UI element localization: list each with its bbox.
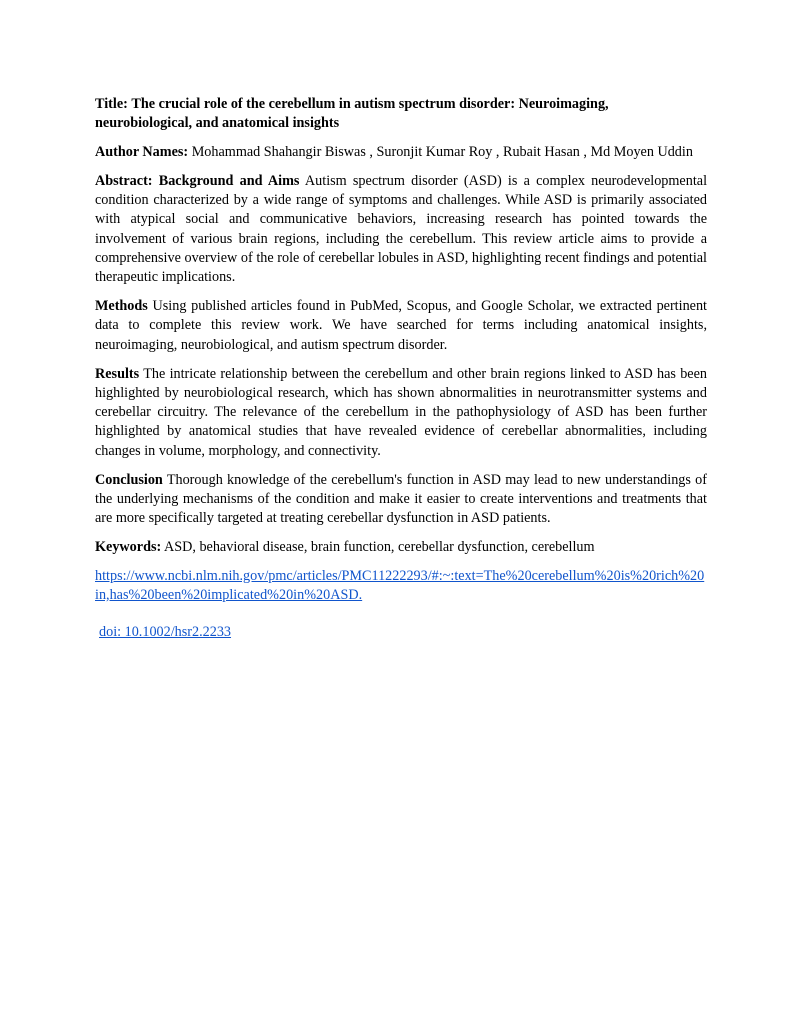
keywords-paragraph [95,538,707,557]
article-title: The crucial role of the cerebellum in autism spectrum disorder: Neuroimaging, neurobiological, and anatomical insights [95,96,609,132]
abstract-label: Abstract: Background and Aims [95,172,300,189]
source-url-paragraph [95,567,707,605]
source-url-link[interactable]: https://www.ncbi.nlm.nih.gov/pmc/articles/PMC11222293/#:~:text=The%20cerebellum%20is%20rich%20in,has%20been%20implicated%20in%20ASD. [95,567,705,603]
methods-paragraph [95,297,707,355]
author-names: Mohammad Shahangir Biswas , Suronjit Kumar Roy , Rubait Hasan , Md Moyen Uddin [191,144,693,161]
abstract-text: Autism spectrum disorder (ASD) is a complex neurodevelopmental condition characterized by a wide range of symptoms and challenges. While ASD is primarily associated with atypical social and communicative behaviors, increasing research has pointed towards the involvement of various brain regions, including the cerebellum. This review article aims to provide a comprehensive overview of the role of cerebellar lobules in ASD, highlighting recent findings and potential therapeutic implications. [95,172,708,286]
conclusion-paragraph [95,471,707,529]
authors-paragraph [95,143,707,162]
abstract-paragraph [95,172,707,288]
doi-link[interactable]: doi: 10.1002/hsr2.2233 [99,623,232,640]
methods-text: Using published articles found in PubMed, Scopus, and Google Scholar, we extracted pertinent data to complete this review work. We have searched for terms including anatomical insights, neuroimaging, neurobiological, and autism spectrum disorder. [95,298,707,353]
title-label: Title: [95,96,128,112]
title-paragraph [95,95,707,134]
methods-label: Methods [95,298,148,315]
doi-paragraph [95,623,707,642]
keywords-text: ASD, behavioral disease, brain function, cerebellar dysfunction, cerebellum [163,538,595,555]
keywords-label: Keywords: [95,538,162,555]
conclusion-label: Conclusion [95,471,163,488]
results-label: Results [95,365,140,382]
authors-label: Author Names: [95,144,189,161]
document-page [95,95,707,642]
conclusion-text: Thorough knowledge of the cerebellum's function in ASD may lead to new understandings of the underlying mechanisms of the condition and make it easier to create interventions and treatments that are more specifically targeted at treating cerebellar dysfunction in ASD patients. [95,471,707,527]
results-text: The intricate relationship between the cerebellum and other brain regions linked to ASD has been highlighted by neurobiological research, which has shown abnormalities in neurotransmitter systems and cerebellar circuitry. The relevance of the cerebellum in the pathophysiology of ASD has been further highlighted by anatomical studies that have revealed evidence of cerebellar abnormalities, including changes in volume, morphology, and connectivity. [95,365,707,459]
results-paragraph [95,365,707,461]
